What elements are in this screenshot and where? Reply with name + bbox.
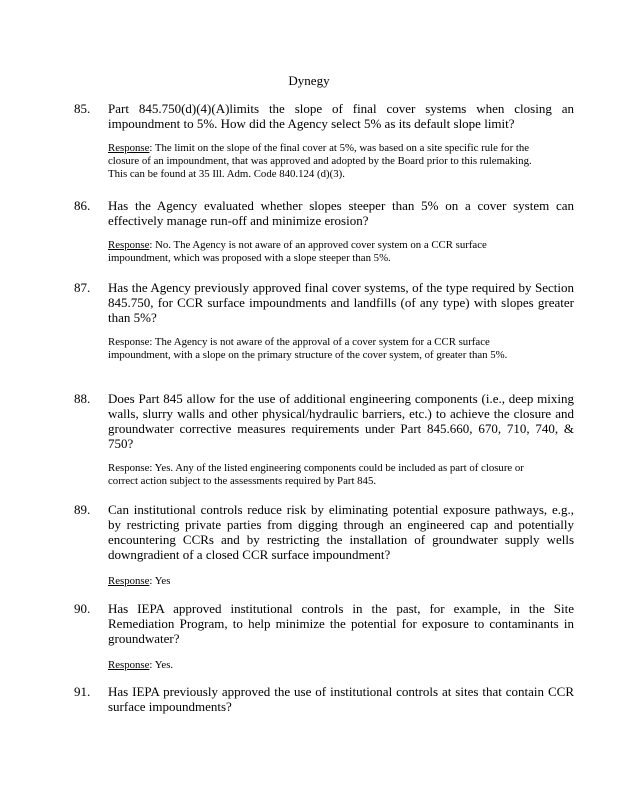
qa-item-90 <box>74 601 574 672</box>
response-text <box>108 142 546 181</box>
response-text <box>108 239 546 265</box>
question-number: 90. <box>74 601 91 616</box>
question-text: Part 845.750(d)(4)(A)limits the slope of final cover systems when closing an impoundment to 5%. How did the Agency select 5% as its default slope limit? <box>108 101 574 131</box>
question-number: 86. <box>74 198 91 213</box>
response-label: Response <box>108 659 150 671</box>
response-text <box>108 336 546 362</box>
qa-item-88 <box>74 391 574 488</box>
response-body: : Yes. <box>149 659 174 671</box>
question-text: Has IEPA previously approved the use of institutional controls at sites that contain CCR surface impoundments? <box>108 684 574 714</box>
question-number: 88. <box>74 391 91 406</box>
response-label: Response <box>108 239 150 251</box>
page-title: Dynegy <box>288 73 330 88</box>
question-text: Has the Agency evaluated whether slopes steeper than 5% on a cover system can effectively manage run-off and minimize erosion? <box>108 198 574 228</box>
question-text: Can institutional controls reduce risk by eliminating potential exposure pathways, e.g., by restricting private parties from digging through an engineered cap and potentially encountering CCRs and by restricting the installation of groundwater supply wells downgradient of a closed CCR surface impoundment? <box>108 502 574 562</box>
response-text <box>108 575 546 588</box>
response-label: Response <box>108 575 150 587</box>
response-body: Response: The Agency is not aware of the approval of a cover system for a CCR surface impoundment, with a slope on the primary structure of the cover system, of greater than 5%. <box>108 336 508 361</box>
question-number: 85. <box>74 101 91 116</box>
response-body: : Yes <box>149 575 171 587</box>
question-number: 89. <box>74 502 91 517</box>
question-text: Has the Agency previously approved final cover systems, of the type required by Section 845.750, for CCR surface impoundments and landfills (of any type) with slopes greater than 5%? <box>108 280 574 325</box>
question-number: 87. <box>74 280 91 295</box>
response-label: Response <box>108 142 150 154</box>
qa-item-85 <box>74 101 574 181</box>
response-text <box>108 462 546 488</box>
question-text: Has IEPA approved institutional controls in the past, for example, in the Site Remediation Program, to help minimize the potential for exposure to contaminants in groundwater? <box>108 601 574 646</box>
question-text: Does Part 845 allow for the use of additional engineering components (i.e., deep mixing walls, slurry walls and other physical/hydraulic barriers, etc.) to achieve the closure and groundwater corrective measures requirements under Part 845.660, 670, 710, 740, & 750? <box>108 391 574 451</box>
response-text <box>108 659 546 672</box>
question-number: 91. <box>74 684 91 699</box>
response-body: Response: Yes. Any of the listed engineering components could be included as part of closure or correct action subject to the assessments required by Part 845. <box>108 462 524 487</box>
response-body: : No. The Agency is not aware of an approved cover system on a CCR surface impoundment, which was proposed with a slope steeper than 5%. <box>108 239 487 264</box>
qa-item-89 <box>74 502 574 588</box>
response-body: : The limit on the slope of the final cover at 5%, was based on a site specific rule for the closure of an impoundment, that was approved and adopted by the Board prior to this rulemaking. This can be found at 35 Ill. Adm. Code 840.124 (d)(3). <box>108 142 532 180</box>
qa-item-87 <box>74 280 574 362</box>
qa-item-91 <box>74 684 574 714</box>
qa-item-86 <box>74 198 574 265</box>
